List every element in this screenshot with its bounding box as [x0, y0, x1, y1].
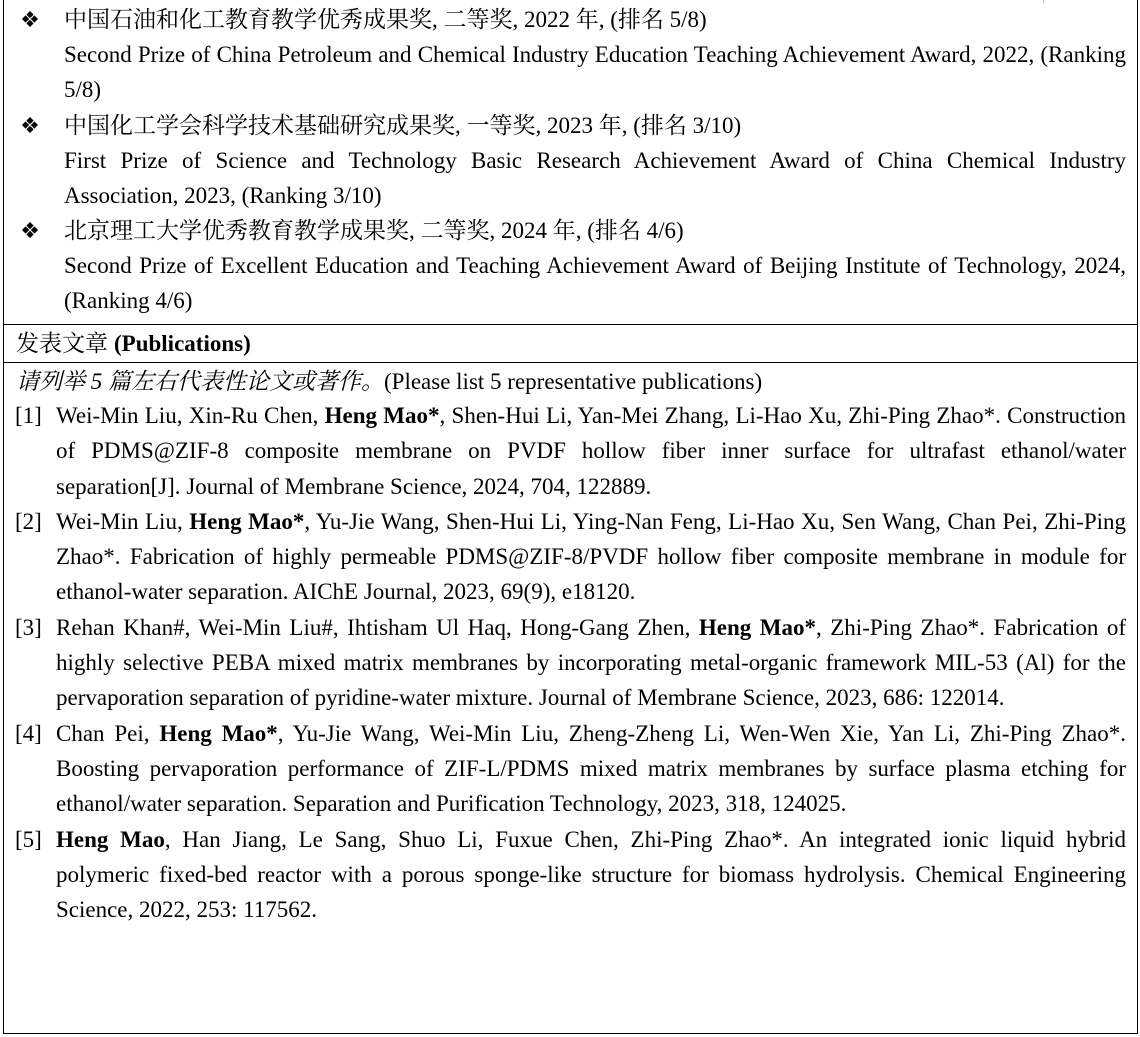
publication-body: , Yu-Jie Wang, Wei-Min Liu, Zheng-Zheng Li, Wen-Wen Xie, Yan Li, Zhi-Ping Zhao*. Boosting pervaporation performance of ZIF-L/PDMS mixed matrix membranes by surface plasma etching for ethanol/water separation. Separation and Purification Technology, 2023, 318, 124025. [56, 720, 1126, 817]
document-table [3, 0, 1138, 1034]
publication-authors-pre: Wei-Min Liu, [56, 508, 190, 534]
publication-authors-pre: Chan Pei, [56, 720, 160, 746]
highlighted-author: Heng Mao* [189, 508, 305, 534]
publication-body: , Shen-Hui Li, Yan-Mei Zhang, Li-Hao Xu, Zhi-Ping Zhao*. Construction of PDMS@ZIF-8 composite membrane on PVDF hollow fiber inner surface for ultrafast ethanol/water separation[J]. Journal of Membrane Science, 2024, 704, 122889. [56, 403, 1126, 499]
diamond-bullet-icon: ❖ [20, 7, 40, 32]
publication-number: [3] [15, 614, 42, 640]
publication-item [4, 504, 1137, 610]
highlighted-author: Heng Mao [56, 826, 165, 852]
publication-authors-pre: Wei-Min Liu, Xin-Ru Chen, [56, 403, 325, 428]
award-item [4, 108, 1137, 214]
publication-number: [1] [15, 403, 42, 428]
publication-authors-pre: Rehan Khan#, Wei-Min Liu#, Ihtisham Ul Haq, Hong-Gang Zhen, [56, 614, 699, 640]
publication-body: , Han Jiang, Le Sang, Shuo Li, Fuxue Chen, Zhi-Ping Zhao*. An integrated ionic liquid hybrid polymeric fixed-bed reactor with a porous sponge-like structure for biomass hydrolysis. Chemical Engineering Science, 2022, 253: 117562. [56, 826, 1126, 923]
publication-body: , Zhi-Ping Zhao*. Fabrication of highly selective PEBA mixed matrix membranes by incorporating metal-organic framework MIL-53 (Al) for the pervaporation separation of pyridine-water mixture. Journal of Membrane Science, 2023, 686: 122014. [56, 614, 1126, 711]
highlighted-author: Heng Mao* [698, 614, 816, 640]
highlighted-author: Heng Mao* [324, 403, 440, 428]
diamond-bullet-icon: ❖ [20, 112, 40, 138]
intro-cn: 请列举 5 篇左右代表性论文或著作。 [16, 369, 384, 394]
highlighted-author: Heng Mao* [159, 720, 278, 746]
diamond-bullet-icon: ❖ [20, 218, 40, 244]
publication-list [4, 398, 1137, 927]
section-title-en: (Publications) [114, 331, 251, 356]
award-item [4, 213, 1137, 319]
section-title-cn: 发表文章 [16, 331, 108, 356]
publication-number: [5] [15, 826, 42, 852]
award-title-en: First Prize of Science and Technology Basic Research Achievement Award of China Chemical Industry Association, 2023, (Ranking 3/10) [64, 147, 1126, 208]
section-intro [16, 364, 762, 399]
awards-list [4, 2, 1137, 319]
publication-item [4, 398, 1137, 504]
publication-item [4, 610, 1137, 716]
award-title-en: Second Prize of Excellent Education and Teaching Achievement Award of Beijing Institute of Technology, 2024, (Ranking 4/6) [64, 253, 1126, 314]
award-title-cn: 北京理工大学优秀教育教学成果奖, 二等奖, 2024 年, (排名 4/6) [64, 218, 684, 244]
publication-item [4, 716, 1137, 822]
award-title-en: Second Prize of China Petroleum and Chemical Industry Education Teaching Achievement Award, 2022, (Ranking 5/8) [64, 42, 1126, 103]
publication-item [4, 822, 1137, 928]
section-heading [4, 324, 1137, 363]
award-title-cn: 中国石油和化工教育教学优秀成果奖, 二等奖, 2022 年, (排名 5/8) [64, 7, 707, 32]
publication-body: , Yu-Jie Wang, Shen-Hui Li, Ying-Nan Feng, Li-Hao Xu, Sen Wang, Chan Pei, Zhi-Ping Zhao*. Fabrication of highly permeable PDMS@ZIF-8/PVDF hollow fiber composite membrane in module for ethanol-water separation. AIChE Journal, 2023, 69(9), e18120. [56, 508, 1127, 605]
award-item [4, 2, 1137, 108]
publication-number: [2] [15, 508, 42, 534]
intro-en: (Please list 5 representative publications) [384, 369, 763, 394]
publication-number: [4] [15, 720, 42, 746]
award-title-cn: 中国化工学会科学技术基础研究成果奖, 一等奖, 2023 年, (排名 3/10) [64, 112, 742, 138]
